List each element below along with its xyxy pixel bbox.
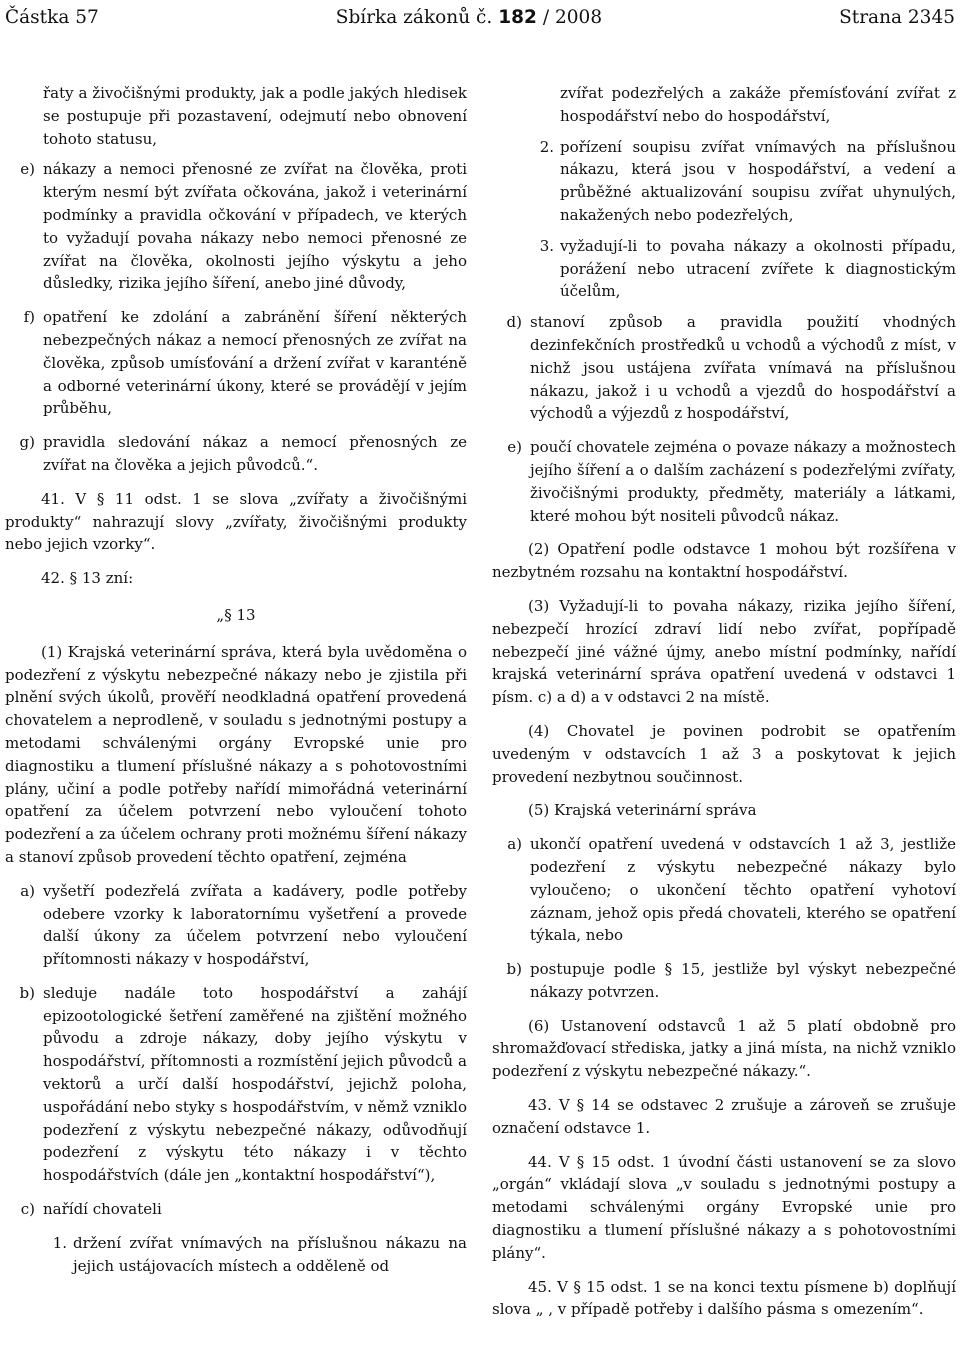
paragraph-5: (5) Krajská veterinární správa xyxy=(528,801,757,820)
list-item-e xyxy=(5,158,467,295)
list-item-a xyxy=(5,880,467,971)
item-text: nákazy a nemoci přenosné ze zvířat na člověka, proti kterým nesmí být zvířata očkována, jakož i veterinární podmínky a pravidla očkování v případech, ve kterých to vyžadují povaha nákazy nebo nemoci přenosné ze zvířat na člověka, okolnosti jejího výskytu a jeho důsledky, rizika jejího šíření, anebo jiné důvody, xyxy=(43,160,467,293)
sub-item-text: držení zvířat vnímavých na příslušnou nákazu na jejich ustájovacích místech a odděleně od xyxy=(73,1233,467,1275)
item-label: f) xyxy=(23,308,35,327)
item-text: vyšetří podezřelá zvířata a kadávery, podle potřeby odebere vzorky k laboratornímu vyšetření a provede další úkony za účelem potvrzení nebo vyloučení přítomnosti nákazy v hospodářství, xyxy=(43,881,467,969)
right-column xyxy=(492,82,956,1332)
header-collection-name: Sbírka zákonů č. xyxy=(335,6,493,28)
amendment-44: 44. V § 15 odst. 1 úvodní části ustanovení se za slovo „orgán“ vkládají slova „v souladu s jednotnými postupy a metodami schválenými orgány Evropské unie pro diagnostiku a tlumení příslušné nákazy a s pohotovostními plány“. xyxy=(492,1152,956,1262)
list-item-a xyxy=(492,833,956,947)
list-item-g xyxy=(5,431,467,477)
item-text: postupuje podle § 15, jestliže byl výskyt nebezpečné nákazy potvrzen. xyxy=(530,960,956,1001)
amendment-42: 42. § 13 zní: xyxy=(41,569,134,588)
item-text: sleduje nadále toto hospodářství a zahájí epizootologické šetření zaměřené na zjištění možného původu a zdroje nákazy, doby jejího výskytu v hospodářství, přítomnosti a rozmístění jejich původců a vektorů a určí další hospodářství, jejichž poloha, uspořádání nebo styky s hospodářstvím, v němž vzniklo podezření z výskytu nebezpečné nákazy, odůvodňují podezření z výskytu této nákazy i v těchto hospodářstvích (dále jen „kontaktní hospodářství“), xyxy=(43,983,467,1185)
header-part: Částka 57 xyxy=(5,6,99,28)
sub-item-label: 3. xyxy=(539,236,554,255)
item-text: nařídí chovateli xyxy=(43,1200,162,1219)
item-text: poučí chovatele zejména o povaze nákazy a možnostech jejího šíření a o dalším zacházení s podezřelými zvířaty, živočišnými produkty, předměty, materiály a látkami, které mohou být nositeli původců nákaz. xyxy=(530,438,956,525)
item-text: stanoví způsob a pravidla použití vhodných dezinfekčních prostředků u vchodů a východů z míst, v nichž jsou ustájena zvířata vnímavá na příslušnou nákazu, jakož i u vchodů a vjezdů do hospodářství a východů a výjezdů z hospodářství, xyxy=(530,313,956,423)
page-header xyxy=(5,2,955,32)
amendment-41: 41. V § 11 odst. 1 se slova „zvířaty a živočišnými produkty“ nahrazují slovy „zvířaty, živočišnými produkty nebo jejich vzorky“. xyxy=(5,489,467,554)
paragraph-4: (4) Chovatel je povinen podrobit se opatřením uvedeným v odstavcích 1 až 3 a poskytovat k jejich provedení nezbytnou součinnost. xyxy=(492,721,956,786)
item-label: b) xyxy=(506,960,522,979)
header-page: Strana 2345 xyxy=(839,6,955,28)
sub-item-label: 2. xyxy=(539,137,554,156)
item-label: a) xyxy=(507,835,522,854)
item-label: a) xyxy=(20,881,35,900)
continued-text: zvířat podezřelých a zakáže přemísťování zvířat z hospodářství nebo do hospodářství, xyxy=(560,84,956,125)
list-item-e xyxy=(492,436,956,527)
header-law-number: 182 xyxy=(498,6,537,28)
sub-item-1 xyxy=(43,1232,467,1278)
item-label: d) xyxy=(506,313,522,332)
sub-item-text: pořízení soupisu zvířat vnímavých na příslušnou nákazu, která jsou v hospodářství, a vedení a průběžné aktualizování soupisu zvířat uhynulých, nakažených nebo podezřelých, xyxy=(560,137,956,224)
header-collection xyxy=(336,7,602,28)
item-label: e) xyxy=(20,160,35,179)
section-heading: „§ 13 xyxy=(216,605,256,624)
continued-text: řaty a živočišnými produkty, jak a podle jakých hledisek se postupuje při pozastavení, odejmutí nebo obnovení tohoto statusu, xyxy=(43,84,467,148)
list-item-b xyxy=(5,982,467,1187)
amendment-43: 43. V § 14 se odstavec 2 zrušuje a zároveň se zrušuje označení odstavce 1. xyxy=(492,1096,956,1137)
list-item-d xyxy=(492,311,956,425)
sub-item-label: 1. xyxy=(52,1233,67,1252)
left-column xyxy=(5,82,467,1285)
item-label: e) xyxy=(507,438,522,457)
sub-item-3 xyxy=(530,235,956,303)
paragraph-3: (3) Vyžadují-li to povaha nákazy, rizika jejího šíření, nebezpečí hrozící zdraví lidí nebo zvířat, popřípadě nebezpečí jiné vážné újmy, anebo místní podmínky, nařídí krajská veterinární správa opatření uvedená v odstavci 1 písm. c) a d) a v odstavci 2 na místě. xyxy=(492,596,956,707)
item-text: opatření ke zdolání a zabránění šíření některých nebezpečných nákaz a nemocí přenosných ze zvířat na člověka, způsob umísťování a držení zvířat v karanténě a odborné veterinární úkony, které se provádějí v jejím průběhu, xyxy=(43,308,467,418)
item-label: c) xyxy=(20,1200,35,1219)
paragraph-1: (1) Krajská veterinární správa, která byla uvědoměna o podezření z výskytu nebezpečné nákazy nebo je zjistila při plnění svých úkolů, prověří neodkladná opatření provedená chovatelem a neprodleně, v souladu s jednotnými postupy a metodami schválenými orgány Evropské unie pro diagnostiku a tlumení příslušné nákazy a s pohotovostními plány, učiní a podle potřeby nařídí mimořádná veterinární opatření za účelem potvrzení nebo vyloučení tohoto podezření a za účelem ochrany proti možnému šíření nákazy a stanoví způsob provedení těchto opatření, zejména xyxy=(5,642,467,866)
header-year: / 2008 xyxy=(542,6,603,28)
paragraph-2: (2) Opatření podle odstavce 1 mohou být rozšířena v nezbytném rozsahu na kontaktní hospodářství. xyxy=(492,540,956,582)
item-text: pravidla sledování nákaz a nemocí přenosných ze zvířat na člověka a jejich původců.“. xyxy=(43,433,467,474)
item-label: b) xyxy=(19,983,35,1002)
list-item-c xyxy=(5,1198,467,1221)
sub-item-text: vyžadují-li to povaha nákazy a okolnosti případu, porážení nebo utracení zvířete k diagnostickým účelům, xyxy=(560,236,956,301)
paragraph-6: (6) Ustanovení odstavců 1 až 5 platí obdobně pro shromažďovací střediska, jatky a jiná místa, na nichž vzniklo podezření z výskytu nebezpečné nákazy.“. xyxy=(492,1016,956,1081)
item-text: ukončí opatření uvedená v odstavcích 1 až 3, jestliže podezření z výskytu nebezpečné nákazy bylo vyloučeno; o ukončení těchto opatření vyhotoví záznam, jehož opis předá chovateli, kterého se opatření týkala, nebo xyxy=(530,835,956,945)
list-item-f xyxy=(5,306,467,420)
amendment-45: 45. V § 15 odst. 1 se na konci textu písmene b) doplňují slova „ , v případě potřeby i dalšího pásma s omezením“. xyxy=(492,1277,956,1319)
sub-item-2 xyxy=(530,136,956,227)
list-item-b xyxy=(492,958,956,1004)
item-label: g) xyxy=(19,433,35,452)
